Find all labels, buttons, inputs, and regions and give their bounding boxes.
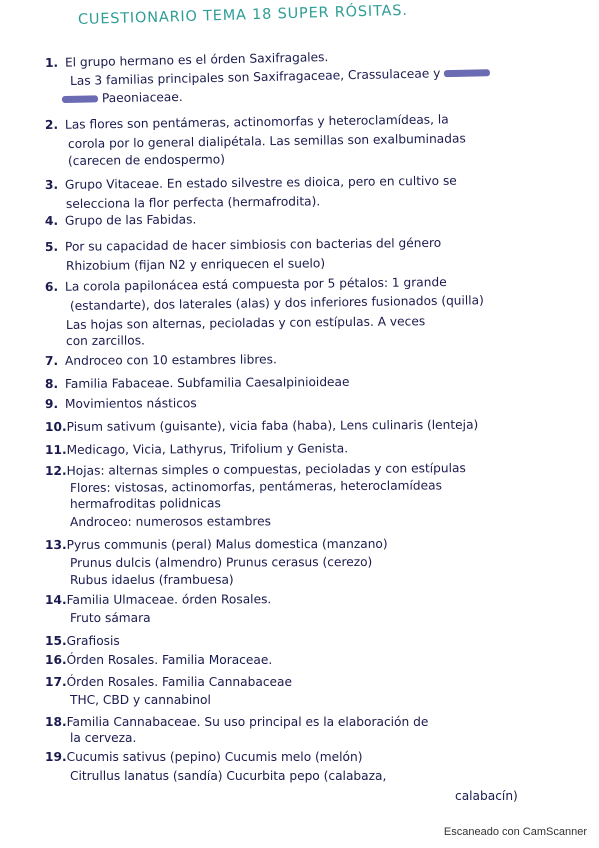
answer-text: corola por lo general dialipétala. Las semillas son exalbuminadas xyxy=(67,131,466,151)
answer-text: Grafiosis xyxy=(66,634,120,648)
answer-number: 1. xyxy=(44,55,59,70)
answer-text: Las flores son pentámeras, actinomorfas y heteroclamídeas, la xyxy=(64,112,449,132)
answer-number: 3. xyxy=(44,177,59,192)
answer-text: Androceo con 10 estambres libres. xyxy=(64,352,277,368)
answer-text: Por su capacidad de hacer simbiosis con bacterias del género xyxy=(64,235,442,254)
answer-line xyxy=(45,592,271,607)
answer-text: Fruto sámara xyxy=(69,610,151,625)
answer-text: Prunus dulcis (almendro) Prunus cerasus (cerezo) xyxy=(69,554,373,570)
answer-line xyxy=(45,212,196,228)
answer-number: 19. xyxy=(45,750,67,764)
answer-line xyxy=(45,112,449,132)
answer-text: Androceo: numerosos estambres xyxy=(69,514,272,529)
answer-line xyxy=(66,194,320,211)
answer-text: Grupo de las Fabidas. xyxy=(64,212,197,228)
answer-text: Órden Rosales. Familia Cannabaceae xyxy=(66,675,292,689)
answer-line xyxy=(45,750,362,764)
answer-text: Las hojas son alternas, pecioladas y con estípulas. A veces xyxy=(65,314,426,332)
answer-number: 16. xyxy=(45,653,67,667)
answer-number: 12. xyxy=(44,463,67,478)
answer-line xyxy=(45,275,447,294)
answer-line xyxy=(45,715,428,729)
answer-number: 10. xyxy=(44,419,67,434)
answer-line xyxy=(45,236,441,254)
answer-line xyxy=(70,555,372,570)
answer-line xyxy=(70,478,442,495)
answer-line xyxy=(45,352,277,368)
answer-text: Cucumis sativus (pepino) Cucumis melo (melón) xyxy=(66,750,363,764)
answer-number: 5. xyxy=(44,239,59,254)
page-title: CUESTIONARIO TEMA 18 SUPER RÓSITAS. xyxy=(77,2,408,28)
answer-line xyxy=(68,131,466,151)
answer-number: 6. xyxy=(44,279,59,294)
answer-text: Pyrus communis (peral) Malus domestica (manzano) xyxy=(66,536,388,552)
answer-text: THC, CBD y cannabinol xyxy=(70,693,211,707)
answer-text: Familia Ulmaceae. órden Rosales. xyxy=(66,592,272,607)
answer-text: (carecen de endospermo) xyxy=(67,152,226,168)
answer-text: Paeoniaceae. xyxy=(101,89,183,106)
answer-text: Hojas: alternas simples o compuestas, pecioladas y con estípulas xyxy=(66,461,466,478)
answer-line xyxy=(45,441,348,457)
answer-line xyxy=(45,50,329,70)
answer-number: 13. xyxy=(44,537,67,552)
answer-text: La corola papilonácea está compuesta por 5 pétalos: 1 grande xyxy=(64,275,447,294)
answer-number: 8. xyxy=(44,376,59,391)
answer-text: El grupo hermano es el órden Saxifragales. xyxy=(64,50,329,70)
answer-text: Órden Rosales. Familia Moraceae. xyxy=(66,653,273,667)
answer-number: 2. xyxy=(44,117,59,132)
answer-line xyxy=(70,65,491,88)
answer-text: Medicago, Vicia, Lathyrus, Trifolium y Genista. xyxy=(66,441,349,457)
answer-line xyxy=(455,789,518,803)
answer-number: 17. xyxy=(45,675,67,689)
answer-line xyxy=(70,611,151,625)
answer-text: la cerveza. xyxy=(70,731,137,745)
answer-line xyxy=(66,314,425,332)
answer-text: Flores: vistosas, actinomorfas, pentámeras, heteroclamídeas xyxy=(69,478,442,495)
answer-text: hermafroditas polidnicas xyxy=(69,496,221,511)
answer-line xyxy=(45,675,292,689)
answer-text: Citrullus lanatus (sandía) Cucurbita pepo (calabaza, xyxy=(70,769,387,783)
answer-line xyxy=(45,418,478,434)
answer-line xyxy=(70,769,386,783)
answer-text: Las 3 familias principales son Saxifragaceae, Crassulaceae y xyxy=(69,66,441,88)
answer-line xyxy=(70,693,211,707)
answer-line xyxy=(66,256,325,273)
answer-number: 14. xyxy=(44,592,67,607)
crossed-out-scribble xyxy=(444,69,490,77)
answer-line xyxy=(45,653,272,667)
answer-text: (estandarte), dos laterales (alas) y dos inferiores fusionados (quilla) xyxy=(69,293,484,313)
answer-number: 11. xyxy=(44,442,67,457)
answer-line xyxy=(45,174,457,192)
answer-line xyxy=(70,293,484,313)
answer-line xyxy=(45,396,197,411)
answer-text: Rhizobium (fijan N2 y enriquecen el suelo) xyxy=(65,256,326,273)
scanner-watermark: Escaneado con CamScanner xyxy=(443,826,587,838)
answer-line xyxy=(66,333,145,348)
answer-number: 7. xyxy=(44,353,59,368)
answer-number: 9. xyxy=(44,396,59,411)
crossed-out-scribble xyxy=(62,95,98,103)
answer-line xyxy=(62,90,183,106)
answer-line xyxy=(70,514,271,529)
answer-line xyxy=(70,573,234,587)
answer-line xyxy=(45,634,120,648)
answer-line xyxy=(45,461,466,478)
answer-text: calabacín) xyxy=(455,789,518,803)
answer-number: 15. xyxy=(45,634,67,648)
answer-text: con zarcillos. xyxy=(65,333,145,348)
answer-line xyxy=(70,731,136,745)
answer-text: Movimientos násticos xyxy=(64,396,197,411)
answer-line xyxy=(70,496,221,511)
answer-line xyxy=(68,152,225,168)
answer-text: Familia Cannabaceae. Su uso principal es la elaboración de xyxy=(66,715,429,729)
answer-text: selecciona la flor perfecta (hermafrodita). xyxy=(65,194,321,211)
answer-text: Pisum sativum (guisante), vicia faba (haba), Lens culinaris (lenteja) xyxy=(66,417,479,434)
answer-text: Familia Fabaceae. Subfamilia Caesalpinioideae xyxy=(64,374,350,391)
answer-text: Rubus idaelus (frambuesa) xyxy=(69,572,234,587)
answer-number: 18. xyxy=(45,715,67,729)
answer-number: 4. xyxy=(44,213,59,228)
answer-text: Grupo Vitaceae. En estado silvestre es dioica, pero en cultivo se xyxy=(64,173,457,192)
answer-line xyxy=(45,375,350,391)
answer-line xyxy=(45,537,388,552)
